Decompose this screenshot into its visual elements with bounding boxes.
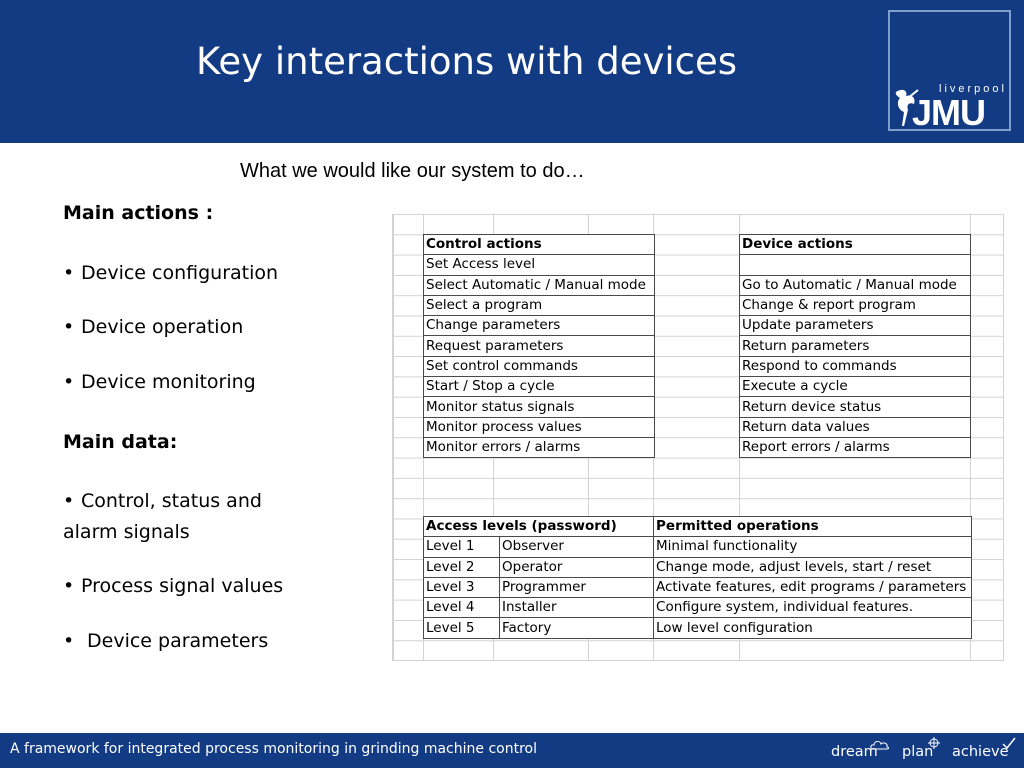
slide-title: Key interactions with devices [196, 40, 738, 83]
control-action-cell: Set Access level [424, 255, 655, 275]
permitted-operations-header: Permitted operations [654, 517, 972, 537]
data-bullet [63, 575, 283, 597]
table-row [740, 417, 971, 437]
bullet-icon: • [63, 262, 75, 284]
bullet-icon: • [63, 490, 75, 512]
device-action-cell: Go to Automatic / Manual mode [740, 275, 971, 295]
footer-bar [0, 733, 1024, 768]
permitted-ops-cell: Minimal functionality [654, 537, 972, 557]
data-text: Process signal values [81, 575, 284, 597]
tagline-dream: dream [831, 744, 878, 760]
device-action-cell: Change & report program [740, 295, 971, 315]
permitted-ops-cell: Configure system, individual features. [654, 598, 972, 618]
control-action-cell: Change parameters [424, 316, 655, 336]
table-row [424, 577, 972, 597]
control-action-cell: Select Automatic / Manual mode [424, 275, 655, 295]
role-cell: Observer [500, 537, 654, 557]
device-actions-table [739, 234, 971, 458]
action-text: Device monitoring [81, 371, 256, 393]
access-levels-body [424, 537, 972, 638]
access-level-cell: Level 4 [424, 598, 500, 618]
device-action-cell: Execute a cycle [740, 377, 971, 397]
data-bullet-continuation: alarm signals [63, 521, 190, 543]
permitted-ops-cell: Low level configuration [654, 618, 972, 638]
control-action-cell: Start / Stop a cycle [424, 377, 655, 397]
device-action-cell: Respond to commands [740, 356, 971, 376]
device-action-cell: Report errors / alarms [740, 437, 971, 457]
table-row [424, 417, 655, 437]
table-row [424, 316, 655, 336]
access-levels-header: Access levels (password) [424, 517, 654, 537]
device-actions-header: Device actions [740, 235, 971, 255]
action-text: Device configuration [81, 262, 279, 284]
access-level-cell: Level 5 [424, 618, 500, 638]
table-row [740, 275, 971, 295]
table-row [424, 397, 655, 417]
device-action-cell: Return data values [740, 417, 971, 437]
access-level-cell: Level 3 [424, 577, 500, 597]
bullet-icon: • [63, 316, 75, 338]
table-row [424, 356, 655, 376]
action-bullet [63, 262, 278, 284]
table-row [424, 437, 655, 457]
spreadsheet-image [392, 214, 1004, 661]
tagline-achieve: achieve [952, 744, 1009, 760]
data-bullet [63, 490, 262, 512]
logo-wordmark-big: JMU [912, 92, 986, 133]
cloud-icon [870, 739, 890, 751]
table-row [740, 295, 971, 315]
table-row [424, 377, 655, 397]
table-row [424, 537, 972, 557]
role-cell: Installer [500, 598, 654, 618]
table-row [740, 255, 971, 275]
table-row [424, 557, 972, 577]
permitted-ops-cell: Change mode, adjust levels, start / reset [654, 557, 972, 577]
table-row [740, 316, 971, 336]
control-actions-table [423, 234, 655, 458]
main-actions-heading: Main actions : [63, 202, 214, 224]
bullet-icon: • [63, 371, 75, 393]
access-level-cell: Level 2 [424, 557, 500, 577]
check-icon [1002, 737, 1016, 749]
role-cell: Operator [500, 557, 654, 577]
table-row [740, 397, 971, 417]
control-actions-header: Control actions [424, 235, 655, 255]
data-text: Device parameters [87, 630, 269, 652]
action-bullet [63, 371, 256, 393]
device-actions-body [740, 255, 971, 458]
bullet-icon: • [63, 575, 75, 597]
device-action-cell [740, 255, 971, 275]
control-actions-body [424, 255, 655, 458]
table-row [740, 437, 971, 457]
control-action-cell: Request parameters [424, 336, 655, 356]
table-row [424, 618, 972, 638]
access-level-cell: Level 1 [424, 537, 500, 557]
control-action-cell: Monitor process values [424, 417, 655, 437]
control-action-cell: Set control commands [424, 356, 655, 376]
role-cell: Programmer [500, 577, 654, 597]
control-action-cell: Select a program [424, 295, 655, 315]
access-levels-table [423, 516, 972, 639]
bullet-icon: • [63, 630, 75, 652]
permitted-ops-cell: Activate features, edit programs / parameters [654, 577, 972, 597]
device-action-cell: Return device status [740, 397, 971, 417]
device-action-cell: Return parameters [740, 336, 971, 356]
control-action-cell: Monitor errors / alarms [424, 437, 655, 457]
data-bullet [63, 630, 268, 652]
logo-wordmark-small: liverpool [939, 83, 1007, 95]
table-row [424, 295, 655, 315]
crosshair-icon [928, 737, 940, 749]
main-data-heading: Main data: [63, 431, 178, 453]
device-action-cell: Update parameters [740, 316, 971, 336]
table-row [424, 275, 655, 295]
control-action-cell: Monitor status signals [424, 397, 655, 417]
data-text: Control, status and [81, 490, 262, 512]
table-row [740, 336, 971, 356]
table-row [740, 356, 971, 376]
table-row [424, 255, 655, 275]
table-row [740, 377, 971, 397]
action-bullet [63, 316, 243, 338]
header-bar [0, 0, 1024, 143]
action-text: Device operation [81, 316, 244, 338]
table-row [424, 336, 655, 356]
tagline-plan: plan [902, 744, 934, 760]
table-row [424, 598, 972, 618]
role-cell: Factory [500, 618, 654, 638]
slide-subtitle: What we would like our system to do… [240, 160, 585, 182]
footer-caption: A framework for integrated process monitoring in grinding machine control [10, 741, 537, 757]
